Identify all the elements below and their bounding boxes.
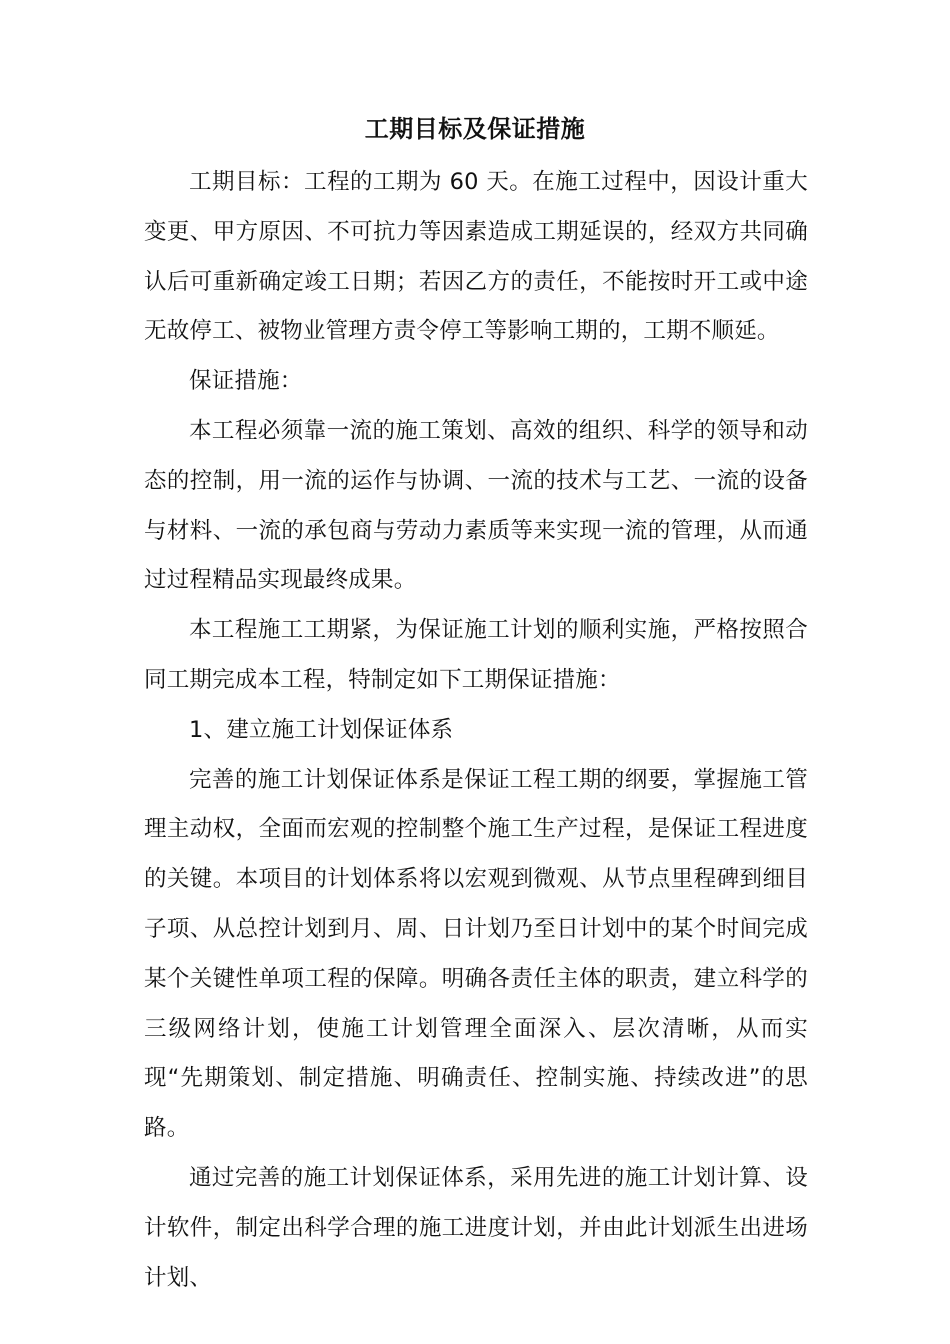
document-body <box>144 158 808 1303</box>
paragraph-software-plan: 通过完善的施工计划保证体系，采用先进的施工计划计算、设计软件，制定出科学合理的施工进度计划，并由此计划派生出进场计划、 <box>144 1164 808 1291</box>
document-title: 工期目标及保证措施 <box>364 115 586 143</box>
section-heading-plan-system: 1、建立施工计划保证体系 <box>189 716 454 743</box>
paragraph-schedule-target: 工期目标：工程的工期为 60 天。在施工过程中，因设计重大变更、甲方原因、不可抗力等因素造成工期延误的，经双方共同确认后可重新确定竣工日期；若因乙方的责任，不能按时开工或中途无故停工、被物业管理方责令停工等影响工期的，工期不顺延。 <box>144 169 808 345</box>
paragraph-measures-heading: 保证措施： <box>189 368 303 395</box>
paragraph-tight-schedule: 本工程施工工期紧，为保证施工计划的顺利实施，严格按照合同工期完成本工程，特制定如下工期保证措施： <box>144 617 808 693</box>
paragraph-first-class-management: 本工程必须靠一流的施工策划、高效的组织、科学的领导和动态的控制，用一流的运作与协调、一流的技术与工艺、一流的设备与材料、一流的承包商与劳动力素质等来实现一流的管理，从而通过过程精品实现最终成果。 <box>144 417 808 594</box>
paragraph-plan-system: 完善的施工计划保证体系是保证工程工期的纲要，掌握施工管理主动权，全面而宏观的控制整个施工生产过程，是保证工程进度的关键。本项目的计划体系将以宏观到微观、从节点里程碑到细目子项、从总控计划到月、周、日计划乃至日计划中的某个时间完成某个关键性单项工程的保障。明确各责任主体的职责，建立科学的三级网络计划，使施工计划管理全面深入、层次清晰，从而实现“先期策划、制定措施、明确责任、控制实施、持续改进”的思路。 <box>144 766 808 1142</box>
